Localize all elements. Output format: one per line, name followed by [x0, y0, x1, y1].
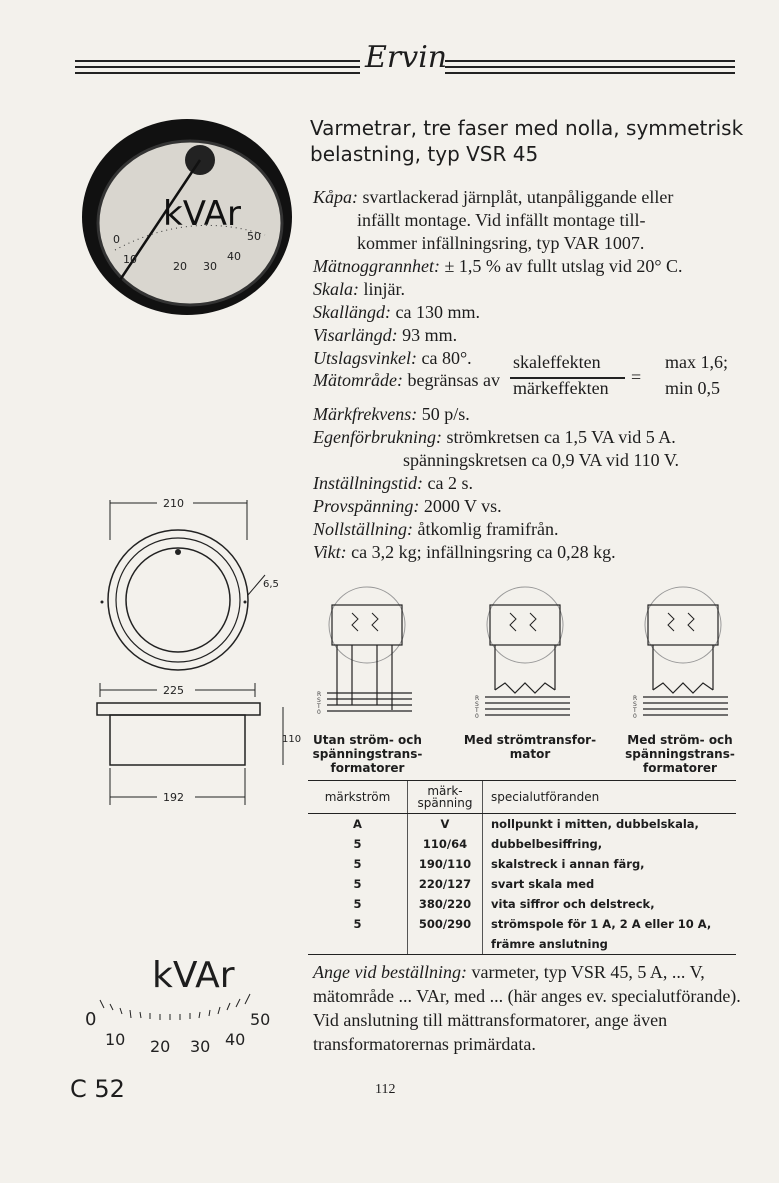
- spec-text: infällt montage. Vid infällt montage till-: [357, 210, 646, 230]
- spec-egenforbrukning: [313, 427, 676, 448]
- spec-label: Egenförbrukning:: [313, 427, 442, 447]
- rst-label: T: [633, 707, 637, 714]
- dial-tick-10: 10: [105, 1030, 126, 1049]
- dim-192: 192: [163, 791, 184, 804]
- spec-text: ca 80°.: [416, 348, 472, 368]
- caption-line: Utan ström- och: [313, 733, 422, 747]
- dim-225: 225: [163, 684, 184, 697]
- rst-label: S: [475, 701, 479, 708]
- caption-3: [615, 733, 745, 775]
- table-cell: A: [353, 817, 362, 831]
- spec-kapa: [313, 187, 673, 208]
- table-cell: 5: [353, 897, 362, 911]
- rst-label: T: [317, 703, 321, 710]
- caption-line: mator: [509, 747, 551, 761]
- page-number: 112: [375, 1082, 396, 1097]
- page-code: C 52: [70, 1075, 125, 1103]
- spec-label: Märkfrekvens:: [313, 404, 418, 424]
- order-text: varmeter, typ VSR 45, 5 A, ... V, mätområde ... VAr, med ... (här anges ev. specialutförande). Vid anslutning till mättransformatorer, ange även transformatorernas primärdata.: [313, 962, 741, 1054]
- table-row: [308, 914, 736, 934]
- table-cell: vita siffror och delstreck,: [483, 894, 737, 914]
- spec-table: [308, 780, 736, 955]
- fraction-min: min 0,5: [665, 378, 721, 398]
- table-row: [308, 814, 736, 835]
- fraction-numerator: skaleffekten: [513, 352, 601, 372]
- dim-110: 110: [282, 734, 302, 745]
- spec-label: Provspänning:: [313, 496, 420, 516]
- fraction-eq: =: [631, 367, 642, 387]
- wiring-diagram-2: [470, 585, 580, 725]
- caption-line: formatorer: [330, 761, 405, 775]
- meter-photo-unit: kVAr: [163, 194, 242, 234]
- order-label: Ange vid beställning:: [313, 962, 467, 982]
- spec-text: 50 p/s.: [417, 404, 470, 424]
- header-rule-right-3: [445, 72, 735, 74]
- rst-label: 0: [633, 713, 637, 720]
- dial-scale: [70, 990, 280, 1060]
- table-row: [308, 894, 736, 914]
- spec-text: åtkomlig framifrån.: [413, 519, 559, 539]
- spec-text: ca 130 mm.: [391, 302, 480, 322]
- rst-label: R: [633, 695, 638, 702]
- spec-label: Utslagsvinkel:: [313, 348, 417, 368]
- dim-6-5: 6,5: [263, 579, 279, 590]
- spec-matnoggrannhet: [313, 256, 683, 277]
- rst-label: S: [317, 697, 321, 704]
- meter-photo: [75, 115, 295, 320]
- table-cell: 220/127: [408, 874, 483, 894]
- table-cell: svart skala med: [483, 874, 737, 894]
- spec-text: ± 1,5 % av fullt utslag vid 20° C.: [439, 256, 683, 276]
- spec-label: Visarlängd:: [313, 325, 398, 345]
- dial-tick-20: 20: [150, 1037, 171, 1056]
- table-header-special: specialutföranden: [483, 781, 737, 814]
- spec-matomrade: [313, 370, 500, 391]
- table-cell: 5: [353, 877, 362, 891]
- meter-photo-tick-50: 50: [247, 230, 261, 243]
- header-rule-right-1: [445, 60, 735, 62]
- rst-label: R: [475, 695, 480, 702]
- spec-skala: [313, 279, 405, 300]
- rst-label: 0: [475, 713, 479, 720]
- brand-logo: Ervin: [365, 40, 448, 75]
- table-cell: 5: [353, 857, 362, 871]
- spec-markfrekvens: [313, 404, 470, 425]
- spec-text: svartlackerad järnplåt, utanpåliggande eller: [358, 187, 674, 207]
- caption-line: Med strömtransfor-: [463, 733, 597, 747]
- table-row: [308, 834, 736, 854]
- dial-unit: kVAr: [152, 955, 235, 996]
- table-cell: dubbelbesiffring,: [483, 834, 737, 854]
- spec-label: Skala:: [313, 279, 359, 299]
- table-cell: 190/110: [408, 854, 483, 874]
- table-header-voltage: märk- spänning: [408, 781, 483, 814]
- spec-label: Mätområde:: [313, 370, 403, 390]
- table-cell: [408, 934, 483, 955]
- spec-utslagsvinkel: [313, 348, 472, 369]
- table-header-current: märkström: [308, 781, 408, 814]
- dial-tick-50: 50: [250, 1010, 271, 1029]
- spec-text: 2000 V vs.: [419, 496, 502, 516]
- dial-tick-0: 0: [85, 1009, 97, 1030]
- header-rule-left-1: [75, 60, 360, 62]
- caption-line: formatorer: [643, 761, 717, 775]
- spec-label: Nollställning:: [313, 519, 414, 539]
- caption-line: spänningstrans-: [312, 747, 423, 761]
- meter-photo-tick-0: 0: [113, 233, 120, 246]
- table-cell: 110/64: [408, 834, 483, 854]
- caption-1: [305, 733, 430, 775]
- table-cell: främre anslutning: [483, 934, 737, 955]
- spec-nollstallning: [313, 519, 558, 540]
- dimension-drawing: [85, 485, 305, 805]
- meter-photo-tick-10: 10: [123, 253, 137, 266]
- header-rule-left-2: [75, 66, 360, 68]
- spec-text: kommer infällningsring, typ VAR 1007.: [357, 233, 645, 253]
- spec-text: spänningskretsen ca 0,9 VA vid 110 V.: [403, 450, 680, 470]
- fraction-denominator: märkeffekten: [513, 378, 609, 398]
- table-row: [308, 874, 736, 894]
- spec-text: strömkretsen ca 1,5 VA vid 5 A.: [441, 427, 676, 447]
- dial-tick-30: 30: [190, 1037, 211, 1056]
- spec-provspanning: [313, 496, 502, 517]
- table-cell: V: [408, 814, 483, 835]
- table-row: [308, 934, 736, 955]
- table-cell: nollpunkt i mitten, dubbelskala,: [483, 814, 737, 835]
- spec-label: Kåpa:: [313, 187, 358, 207]
- table-cell: 500/290: [408, 914, 483, 934]
- rst-label: R: [317, 691, 322, 698]
- table-cell: skalstreck i annan färg,: [483, 854, 737, 874]
- rst-label: T: [475, 707, 479, 714]
- spec-skallangd: [313, 302, 480, 323]
- spec-vikt: [313, 542, 616, 563]
- table-cell: 5: [353, 917, 362, 931]
- dim-210: 210: [163, 497, 184, 510]
- meter-photo-tick-30: 30: [203, 260, 217, 273]
- header-rule-left-3: [75, 72, 360, 74]
- fraction-max: max 1,6;: [665, 352, 728, 372]
- header-rule-right-2: [445, 66, 735, 68]
- caption-line: Med ström- och: [627, 733, 733, 747]
- spec-text: ca 3,2 kg; infällningsring ca 0,28 kg.: [346, 542, 616, 562]
- spec-text: 93 mm.: [397, 325, 458, 345]
- spec-text: linjär.: [358, 279, 405, 299]
- wiring-diagram-1: [312, 585, 422, 725]
- spec-egenforbrukning-cont: [403, 450, 679, 471]
- spec-kapa-cont-1: [357, 210, 646, 231]
- spec-kapa-cont-2: [357, 233, 644, 254]
- dial-tick-40: 40: [225, 1030, 246, 1049]
- spec-label: Skallängd:: [313, 302, 391, 322]
- table-cell: 380/220: [408, 894, 483, 914]
- spec-text: ca 2 s.: [423, 473, 473, 493]
- spec-label: Inställningstid:: [313, 473, 424, 493]
- meter-photo-tick-40: 40: [227, 250, 241, 263]
- page-title: Varmetrar, tre faser med nolla, symmetrisk belastning, typ VSR 45: [310, 116, 744, 166]
- table-cell: [308, 934, 408, 955]
- table-cell: strömspole för 1 A, 2 A eller 10 A,: [483, 914, 737, 934]
- spec-installningstid: [313, 473, 473, 494]
- caption-line: spänningstrans-: [625, 747, 735, 761]
- spec-text: begränsas av: [402, 370, 500, 390]
- caption-2: [455, 733, 605, 761]
- wiring-diagram-3: [628, 585, 738, 725]
- table-cell: 5: [353, 837, 362, 851]
- spec-label: Vikt:: [313, 542, 347, 562]
- spec-label: Mätnoggrannhet:: [313, 256, 440, 276]
- table-row: [308, 854, 736, 874]
- meter-photo-tick-20: 20: [173, 260, 187, 273]
- order-paragraph: [313, 960, 753, 1056]
- spec-visarlangd: [313, 325, 457, 346]
- rst-label: 0: [317, 709, 321, 716]
- rst-label: S: [633, 701, 637, 708]
